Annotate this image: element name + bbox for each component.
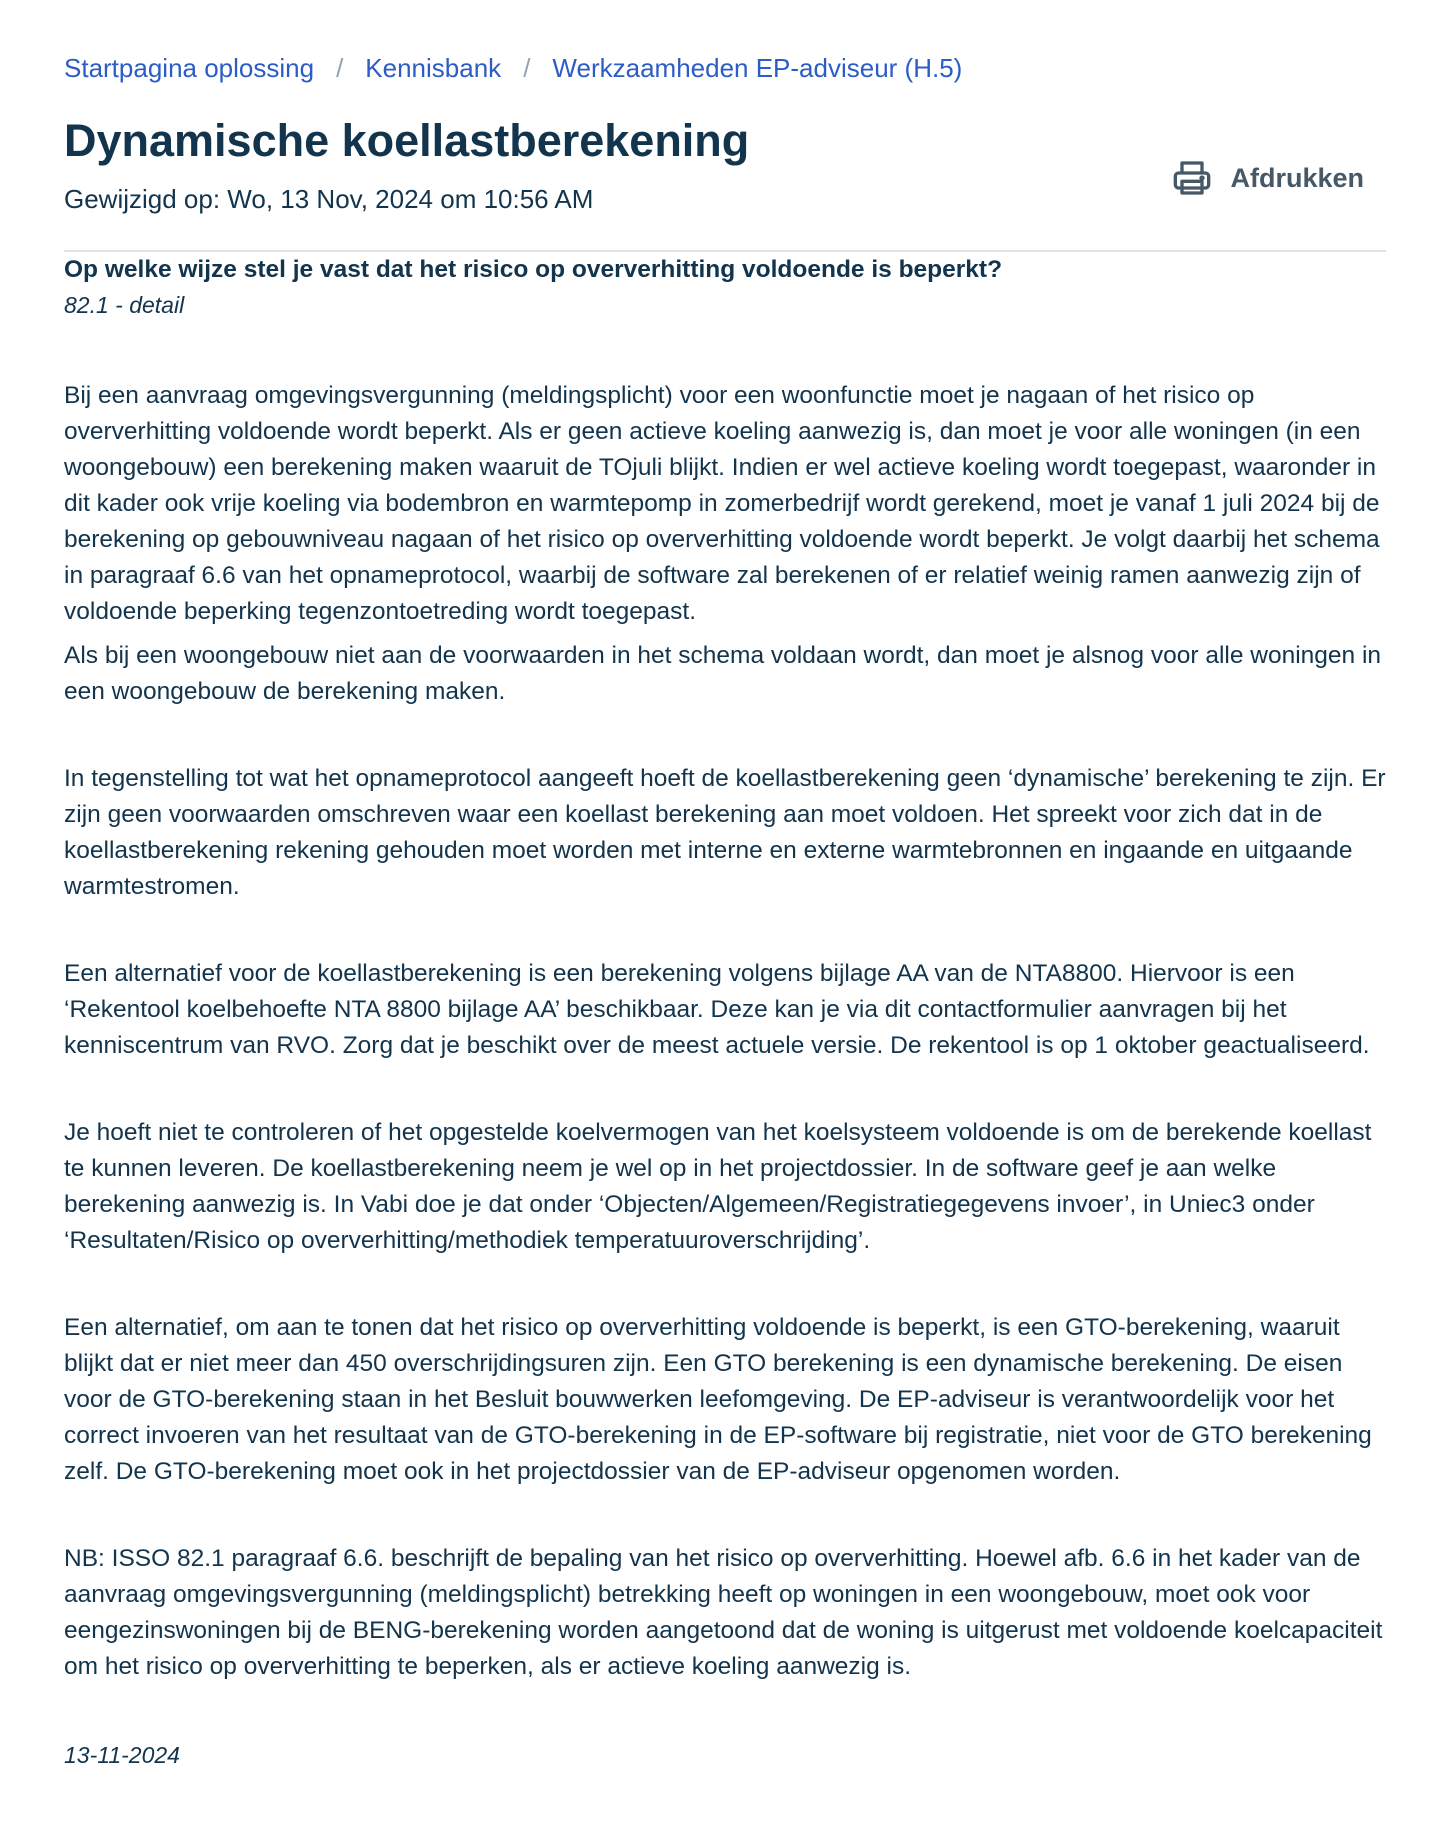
print-label: Afdrukken bbox=[1230, 162, 1364, 193]
article-header bbox=[64, 114, 1386, 216]
paragraph: Je hoeft niet te controleren of het opgestelde koelvermogen van het koelsysteem voldoende is om de berekende koellast te kunnen leveren. De koellastberekening neem je wel op in het projectdossier. In de software geef je aan welke berekening aanwezig is. In Vabi doe je dat onder ‘Objecten/Algemeen/Registratiegegevens invoer’, in Uniec3 onder ‘Resultaten/Risico op oververhitting/methodiek temperatuuroverschrijding’. bbox=[64, 1119, 1372, 1254]
print-button[interactable] bbox=[1172, 158, 1364, 198]
article-date: 13-11-2024 bbox=[64, 1742, 180, 1768]
paragraph: Een alternatief, om aan te tonen dat het risico op oververhitting voldoende is beperkt, is een GTO-berekening, waaruit blijkt dat er niet meer dan 450 overschrijdingsuren zijn. Een GTO berekening is een dynamische berekening. De eisen voor de GTO-berekening staan in het Besluit bouwwerken leefomgeving. De EP-adviseur is verantwoordelijk voor het correct invoeren van het resultaat van de GTO-berekening in de EP-software bij registratie, niet voor de GTO berekening zelf. De GTO-berekening moet ook in het projectdossier van de EP-adviseur opgenomen worden. bbox=[64, 1314, 1372, 1485]
breadcrumb-link-kennisbank[interactable]: Kennisbank bbox=[365, 53, 502, 83]
breadcrumb-separator: / bbox=[336, 53, 344, 83]
article-body bbox=[64, 252, 1394, 1773]
article-question: Op welke wijze stel je vast dat het risico op oververhitting voldoende is beperkt? bbox=[64, 256, 1003, 283]
breadcrumb-link-folder[interactable]: Werkzaamheden EP-adviseur (H.5) bbox=[552, 53, 963, 83]
modified-date: Gewijzigd op: Wo, 13 Nov, 2024 om 10:56 AM bbox=[64, 184, 594, 214]
breadcrumb-separator: / bbox=[523, 53, 531, 83]
breadcrumb bbox=[64, 50, 1434, 86]
paragraph: NB: ISSO 82.1 paragraaf 6.6. beschrijft de bepaling van het risico op oververhitting. Hoewel afb. 6.6 in het kader van de aanvraag omgevingsvergunning (meldingsplicht) betrekking heeft op woningen in een woongebouw, moet ook voor eengezinswoningen bij de BENG-berekening worden aangetoond dat de woning is uitgerust met voldoende koelcapaciteit om het risico op oververhitting te beperken, als er actieve koeling aanwezig is. bbox=[64, 1545, 1383, 1680]
paragraph: Als bij een woongebouw niet aan de voorwaarden in het schema voldaan wordt, dan moet je alsnog voor alle woningen in een woongebouw de berekening maken. bbox=[64, 642, 1382, 705]
paragraph: Bij een aanvraag omgevingsvergunning (meldingsplicht) voor een woonfunctie moet je nagaan of het risico op oververhitting voldoende wordt beperkt. Als er geen actieve koeling aanwezig is, dan moet je voor alle woningen (in een woongebouw) een berekening maken waaruit de TOjuli blijkt. Indien er wel actieve koeling wordt toegepast, waaronder in dit kader ook vrije koeling via bodembron en warmtepomp in zomerbedrijf wordt gerekend, moet je vanaf 1 juli 2024 bij de berekening op gebouwniveau nagaan of het risico op oververhitting voldoende wordt beperkt. Je volgt daarbij het schema in paragraaf 6.6 van het opnameprotocol, waarbij de software zal berekenen of er relatief weinig ramen aanwezig zijn of voldoende beperking tegenzontoetreding wordt toegepast. bbox=[64, 382, 1380, 625]
page-title: Dynamische koellastberekening bbox=[64, 115, 750, 166]
paragraph: In tegenstelling tot wat het opnameprotocol aangeeft hoeft de koellastberekening geen ‘dynamische’ berekening te zijn. Er zijn geen voorwaarden omschreven waar een koellast berekening aan moet voldoen. Het spreekt voor zich dat in de koellastberekening rekening gehouden moet worden met interne en externe warmtebronnen en ingaande en uitgaande warmtestromen. bbox=[64, 765, 1386, 900]
breadcrumb-link-home[interactable]: Startpagina oplossing bbox=[64, 53, 315, 83]
article-subtitle: 82.1 - detail bbox=[64, 292, 185, 318]
paragraph: Een alternatief voor de koellastberekening is een berekening volgens bijlage AA van de NTA8800. Hiervoor is een ‘Rekentool koelbehoefte NTA 8800 bijlage AA’ beschikbaar. Deze kan je via dit contactformulier aanvragen bij het kenniscentrum van RVO. Zorg dat je beschikt over de meest actuele versie. De rekentool is op 1 oktober geactualiseerd. bbox=[64, 960, 1370, 1059]
printer-icon bbox=[1172, 158, 1212, 198]
